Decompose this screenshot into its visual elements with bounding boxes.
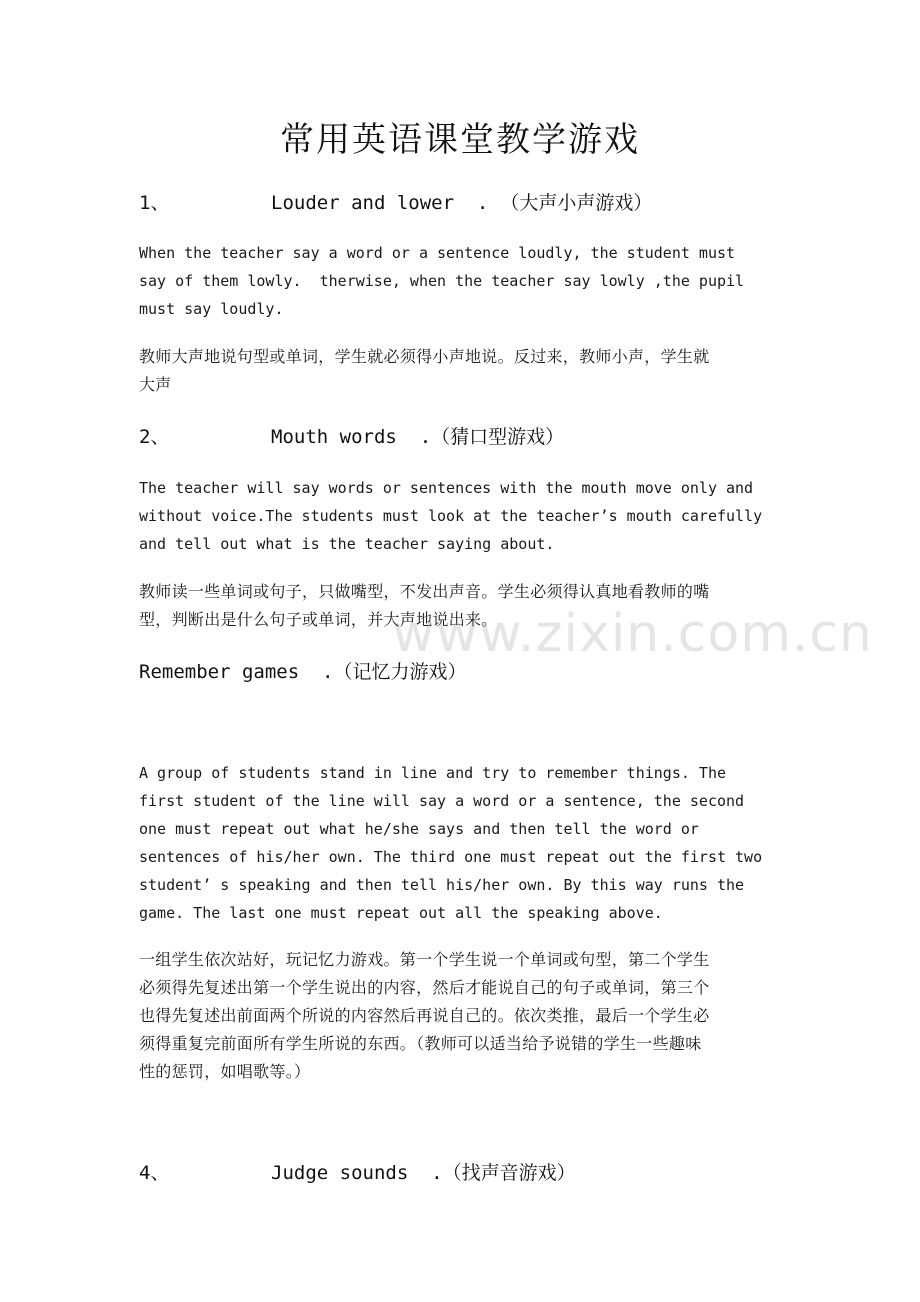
watermark: www.zixin.com.cn xyxy=(392,604,873,664)
section-1-number: 1、 xyxy=(139,192,170,214)
text-line: 型，判断出是什么句子或单词，并大声地说出来。 xyxy=(139,610,498,629)
text-line: The teacher will say words or sentences with the mouth move only and xyxy=(139,479,754,497)
text-line: 性的惩罚，如唱歌等。） xyxy=(139,1062,311,1081)
text-line: A group of students stand in line and try to remember things. The xyxy=(139,764,726,782)
section-2-heading-cn: （猜口型游戏） xyxy=(431,426,565,448)
text-line: without voice.The students must look at the teacher’s mouth carefully xyxy=(139,507,763,525)
text-line: 须得重复完前面所有学生所说的东西。（教师可以适当给予说错的学生一些趣味 xyxy=(139,1034,702,1053)
section-4-heading xyxy=(139,1158,799,1185)
section-3-chinese-paragraph xyxy=(139,946,789,1086)
text-line: and tell out what is the teacher saying about. xyxy=(139,535,555,553)
section-2-heading xyxy=(139,422,799,449)
section-1-heading-cn: （大声小声游戏） xyxy=(488,192,653,214)
text-line: student’ s speaking and then tell his/her own. By this way runs the xyxy=(139,876,745,894)
text-line: sentences of his/her own. The third one must repeat out the first two xyxy=(139,848,763,866)
section-4-heading-cn: （找声音游戏） xyxy=(442,1162,576,1184)
text-line: 教师大声地说句型或单词，学生就必须得小声地说。反过来，教师小声，学生就 xyxy=(139,347,710,366)
text-line: 教师读一些单词或句子，只做嘴型，不发出声音。学生必须得认真地看教师的嘴 xyxy=(139,582,710,601)
section-2-english-paragraph xyxy=(139,474,789,558)
text-line: 必须得先复述出第一个学生说出的内容，然后才能说自己的句子或单词，第三个 xyxy=(139,978,710,997)
page-title: 常用英语课堂教学游戏 xyxy=(280,120,640,160)
text-line: say of them lowly. therwise, when the teacher say lowly ,the pupil xyxy=(139,272,745,290)
text-line: When the teacher say a word or a sentence loudly, the student must xyxy=(139,244,736,262)
section-1-english-paragraph xyxy=(139,239,789,323)
section-1-heading xyxy=(139,188,799,215)
section-2-heading-en: Mouth words . xyxy=(271,426,432,448)
section-4-number: 4、 xyxy=(139,1162,170,1184)
section-3-heading-cn: （记忆力游戏） xyxy=(333,661,467,683)
section-4-heading-en: Judge sounds . xyxy=(271,1162,443,1184)
section-1-chinese-paragraph xyxy=(139,343,789,399)
section-3-heading xyxy=(139,657,799,684)
text-line: 也得先复述出前面两个所说的内容然后再说自己的。依次类推，最后一个学生必 xyxy=(139,1006,710,1025)
section-1-heading-en: Louder and lower . xyxy=(271,192,489,214)
text-line: one must repeat out what he/she says and then tell the word or xyxy=(139,820,699,838)
text-line: 一组学生依次站好，玩记忆力游戏。第一个学生说一个单词或句型，第二个学生 xyxy=(139,950,710,969)
section-3-heading-en: Remember games . xyxy=(139,661,334,683)
text-line: game. The last one must repeat out all the speaking above. xyxy=(139,904,663,922)
section-3-english-paragraph xyxy=(139,759,789,927)
section-2-number: 2、 xyxy=(139,426,170,448)
text-line: 大声 xyxy=(139,375,172,394)
text-line: must say loudly. xyxy=(139,300,284,318)
text-line: first student of the line will say a word or a sentence, the second xyxy=(139,792,745,810)
